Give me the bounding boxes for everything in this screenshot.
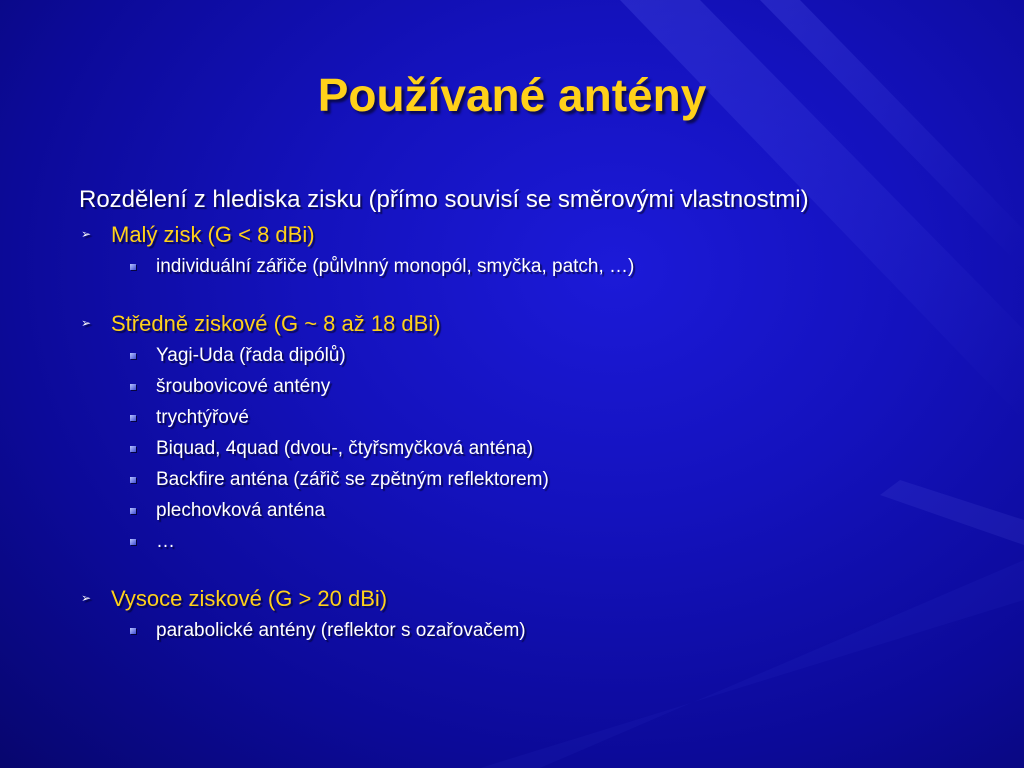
arrowhead-bullet-icon: ➢	[81, 316, 92, 330]
arrowhead-bullet-icon: ➢	[81, 591, 92, 605]
list-item-label: …	[156, 531, 175, 552]
square-bullet-icon	[130, 508, 136, 514]
spacer	[79, 557, 999, 582]
list-item	[79, 402, 999, 433]
group-medium-gain	[79, 307, 999, 340]
group-high-gain	[79, 582, 999, 615]
list-item	[79, 526, 999, 557]
square-bullet-icon	[130, 539, 136, 545]
intro-text: Rozdělení z hlediska zisku (přímo souvisí se směrovými vlastnostmi)	[79, 186, 809, 213]
square-bullet-icon	[130, 446, 136, 452]
list-item	[79, 340, 999, 371]
group-label: Malý zisk (G < 8 dBi)	[111, 222, 315, 247]
slide-content	[79, 182, 999, 646]
group-label: Vysoce ziskové (G > 20 dBi)	[111, 586, 388, 611]
square-bullet-icon	[130, 384, 136, 390]
list-item	[79, 251, 999, 282]
list-item-label: Biquad, 4quad (dvou-, čtyřsmyčková anténa)	[156, 438, 534, 459]
list-item-label: šroubovicové antény	[156, 376, 331, 397]
square-bullet-icon	[130, 353, 136, 359]
slide-title: Používané antény	[317, 69, 707, 121]
list-item	[79, 433, 999, 464]
square-bullet-icon	[130, 415, 136, 421]
list-item	[79, 464, 999, 495]
list-item-label: trychtýřové	[156, 407, 249, 428]
spacer	[79, 282, 999, 307]
group-low-gain	[79, 218, 999, 251]
group-label: Středně ziskové (G ~ 8 až 18 dBi)	[111, 311, 441, 336]
square-bullet-icon	[130, 477, 136, 483]
list-item	[79, 615, 999, 646]
list-item-label: parabolické antény (reflektor s ozařovačem)	[156, 620, 526, 641]
list-item	[79, 495, 999, 526]
arrowhead-bullet-icon: ➢	[81, 227, 92, 241]
list-item-label: Yagi-Uda (řada dipólů)	[156, 345, 346, 366]
list-item	[79, 371, 999, 402]
square-bullet-icon	[130, 628, 136, 634]
square-bullet-icon	[130, 264, 136, 270]
list-item-label: plechovková anténa	[156, 500, 326, 521]
list-item-label: individuální zářiče (půlvlnný monopól, smyčka, patch, …)	[156, 256, 635, 277]
list-item-label: Backfire anténa (zářič se zpětným reflektorem)	[156, 469, 549, 490]
